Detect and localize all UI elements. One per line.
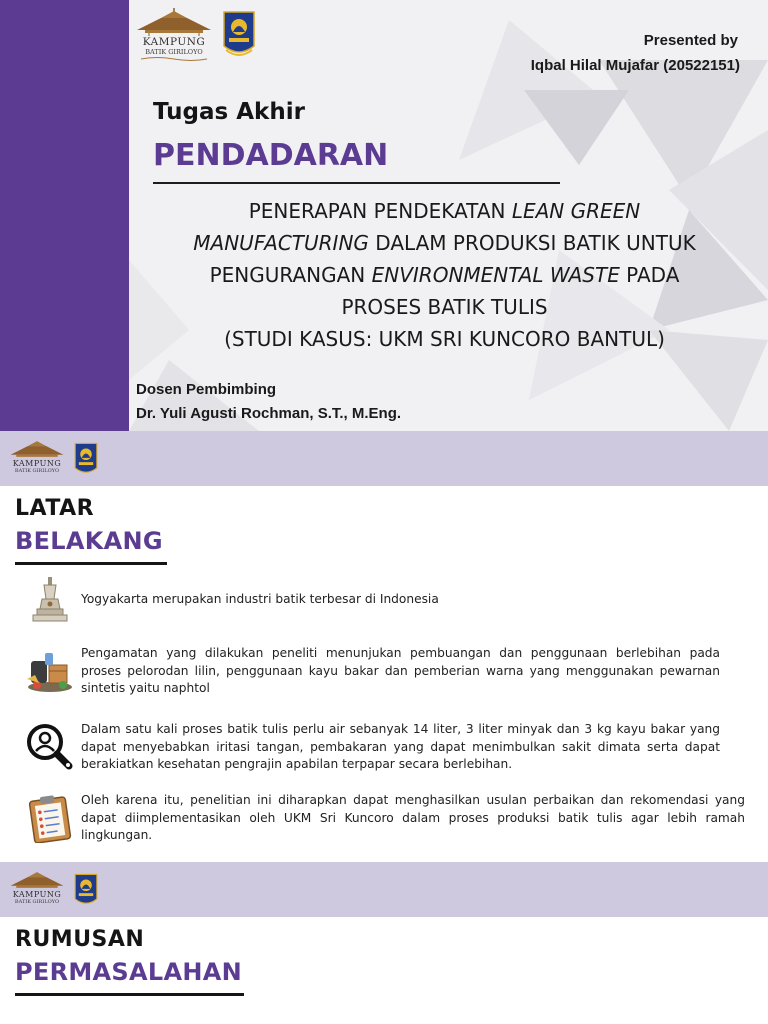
cover-sidebar	[0, 0, 129, 431]
list-item-text: Yogyakarta merupakan industri batik terbesar di Indonesia	[81, 592, 439, 607]
presented-by-label: Presented by	[643, 32, 738, 49]
thesis-title-line-3: PENGURANGAN ENVIRONMENTAL WASTE PADA	[209, 263, 680, 287]
thesis-title	[152, 195, 737, 355]
latar-heading-line-1: LATAR	[15, 496, 95, 521]
kampung-batik-logo	[6, 439, 68, 474]
logo-text-batik: BATIK GIRILOYO	[14, 899, 60, 905]
thesis-title-line-5: (STUDI KASUS: UKM SRI KUNCORO BANTUL)	[224, 327, 665, 351]
uii-logo-icon	[221, 10, 257, 60]
rumusan-header-bar	[0, 862, 768, 917]
clipboard-icon	[25, 793, 75, 843]
kampung-batik-logo	[134, 8, 214, 62]
rumusan-heading-line-1: RUMUSAN	[15, 927, 145, 952]
list-item	[25, 792, 747, 845]
presenter-name: Iqbal Hilal Mujafar (20522151)	[530, 57, 740, 74]
logo-text-kampung: KAMPUNG	[12, 459, 62, 468]
advisor-name: Dr. Yuli Agusti Rochman, S.T., M.Eng.	[136, 405, 402, 422]
cover-subtitle: Tugas Akhir	[153, 99, 305, 125]
thesis-title-line-2: MANUFACTURING DALAM PRODUKSI BATIK UNTUK	[193, 231, 696, 255]
list-item-text: Dalam satu kali proses batik tulis perlu air sebanyak 14 liter, 3 liter minyak dan 3 kg kayu bakar yang dapat menyebabkan iritasi tangan, pembakaran yang dapat menimbulkan sakit dimata serta dapat berakiatkan kesehatan pengrajin apabilan terpapar secara berlebihan.	[81, 722, 720, 771]
list-item-text: Pengamatan yang dilakukan peneliti menunjukan pembuangan dan penggunaan berlebihan pada proses pelorodan lilin, penggunaan kayu bakar dan pemberian warna yang menggunakan pewarnan sintetis yaitu naphtol	[81, 646, 720, 695]
latar-header-bar	[0, 431, 768, 486]
list-item	[25, 645, 720, 698]
monument-icon	[25, 575, 75, 625]
latar-heading-line-2: BELAKANG	[15, 527, 163, 555]
list-item	[25, 575, 720, 625]
logo-text-batik: BATIK GIRILOYO	[14, 468, 60, 474]
latar-heading-underline	[15, 562, 167, 565]
joglo-roof-icon	[8, 439, 66, 459]
rumusan-heading-line-2: PERMASALAHAN	[15, 958, 242, 986]
kampung-batik-logo	[6, 870, 68, 905]
cover-title-underline	[153, 182, 560, 184]
cover-title: PENDADARAN	[153, 138, 389, 173]
waste-pile-icon	[25, 646, 75, 696]
cover-slide	[0, 0, 768, 431]
list-item	[25, 721, 720, 774]
thesis-title-line-4: PROSES BATIK TULIS	[341, 295, 548, 319]
magnifier-user-icon	[25, 722, 75, 772]
uii-logo-icon	[73, 873, 99, 909]
advisor-label: Dosen Pembimbing	[136, 381, 277, 398]
presenter-block	[531, 28, 738, 78]
rumusan-heading-underline	[15, 993, 244, 996]
uii-logo-icon	[73, 442, 99, 478]
advisor-block	[136, 378, 401, 426]
joglo-roof-icon	[8, 870, 66, 890]
joglo-roof-icon	[135, 8, 213, 36]
logo-text-kampung: KAMPUNG	[12, 890, 62, 899]
thesis-title-line-1: PENERAPAN PENDEKATAN LEAN GREEN	[248, 199, 641, 223]
logo-text-batik: BATIK GIRILOYO	[145, 48, 203, 56]
logo-text-kampung: KAMPUNG	[142, 36, 206, 48]
list-item-text: Oleh karena itu, penelitian ini diharapkan dapat menghasilkan usulan perbaikan dan rekomendasi yang dapat diimplementasikan oleh UKM Sri Kuncoro dalam proses produksi batik tulis agar lebih ramah lingkungan.	[81, 793, 745, 842]
logo-ornament	[139, 56, 209, 62]
